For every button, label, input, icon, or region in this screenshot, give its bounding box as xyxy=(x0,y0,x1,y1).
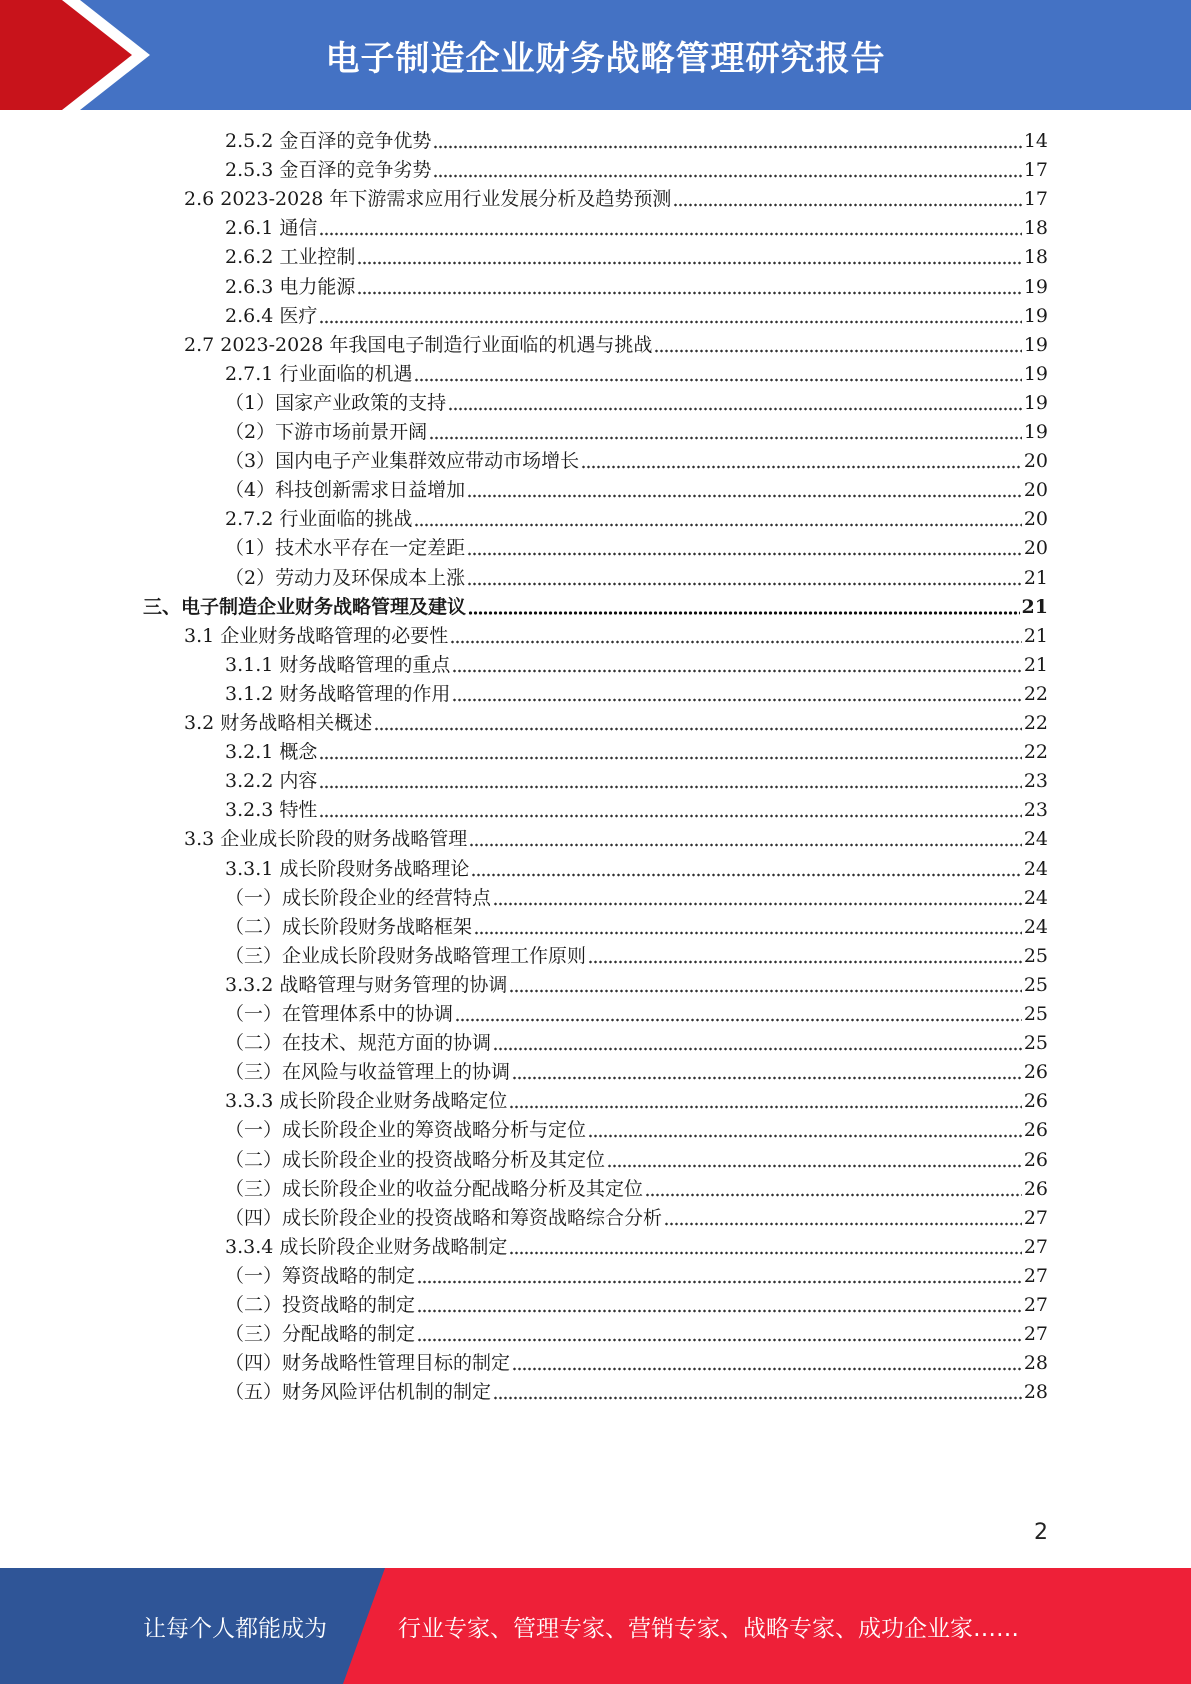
toc-entry-title: 2.6.3 电力能源 xyxy=(225,275,356,298)
toc-entry[interactable] xyxy=(184,824,1048,855)
toc-entry-title: （2）劳动力及环保成本上涨 xyxy=(225,566,466,589)
toc-entry[interactable] xyxy=(225,912,1048,943)
toc-dot-leader xyxy=(417,1338,1022,1342)
page-number: 2 xyxy=(1034,1520,1048,1545)
toc-entry-title: （一）成长阶段企业的经营特点 xyxy=(225,886,492,909)
toc-dot-leader xyxy=(493,902,1022,906)
toc-entry-title: 3.2.2 内容 xyxy=(225,770,318,793)
toc-entry-page: 28 xyxy=(1023,1381,1048,1404)
toc-entry-title: 3.3.4 成长阶段企业财务战略制定 xyxy=(225,1235,508,1258)
toc-entry-title: 3.2 财务战略相关概述 xyxy=(184,712,373,734)
toc-entry[interactable] xyxy=(225,766,1048,797)
toc-entry-title: 2.6.1 通信 xyxy=(225,217,318,240)
toc-entry[interactable] xyxy=(225,1145,1048,1176)
footer-slogan-left: 让每个人都能成为 xyxy=(143,1615,327,1642)
toc-entry-title: 2.6.4 医疗 xyxy=(225,304,318,327)
toc-dot-leader xyxy=(654,349,1021,353)
toc-dot-leader xyxy=(417,1309,1022,1313)
toc-entry[interactable] xyxy=(225,213,1048,244)
toc-entry-page: 19 xyxy=(1023,362,1048,385)
toc-entry-title: （二）在技术、规范方面的协调 xyxy=(225,1032,492,1055)
toc-entry-page: 24 xyxy=(1023,828,1048,851)
toc-dot-leader xyxy=(414,378,1021,382)
toc-entry-title: 三、电子制造企业财务战略管理及建议 xyxy=(143,595,467,618)
toc-entry[interactable] xyxy=(184,330,1048,361)
toc-dot-leader xyxy=(512,1367,1022,1371)
toc-entry-title: （三）企业成长阶段财务战略管理工作原则 xyxy=(225,944,587,967)
toc-entry-title: 2.7.2 行业面临的挑战 xyxy=(225,508,413,531)
toc-entry-title: 3.3.1 成长阶段财务战略理论 xyxy=(225,857,470,880)
toc-entry[interactable] xyxy=(225,1028,1048,1059)
toc-entry[interactable] xyxy=(184,621,1048,652)
toc-entry-page: 17 xyxy=(1023,188,1048,211)
toc-dot-leader xyxy=(581,465,1022,469)
toc-entry-title: （二）投资战略的制定 xyxy=(225,1294,416,1316)
toc-entry-page: 23 xyxy=(1023,770,1048,793)
toc-entry-page: 20 xyxy=(1023,450,1048,473)
toc-entry[interactable] xyxy=(225,446,1048,477)
toc-entry[interactable] xyxy=(225,737,1048,768)
toc-entry-title: （1）技术水平存在一定差距 xyxy=(225,537,466,560)
toc-entry[interactable] xyxy=(225,883,1048,914)
toc-entry-page: 19 xyxy=(1023,391,1048,414)
toc-entry-title: 3.1 企业财务战略管理的必要性 xyxy=(184,624,449,647)
toc-entry-page: 26 xyxy=(1023,1177,1048,1200)
toc-dot-leader xyxy=(607,1164,1022,1168)
toc-dot-leader xyxy=(452,698,1021,702)
toc-dot-leader xyxy=(588,960,1022,964)
toc-entry-page: 20 xyxy=(1023,479,1048,502)
toc-entry-title: （一）筹资战略的制定 xyxy=(225,1264,416,1287)
toc-entry-page: 24 xyxy=(1023,857,1048,880)
toc-entry[interactable] xyxy=(225,1348,1048,1379)
toc-entry-page: 19 xyxy=(1023,421,1048,443)
toc-entry-title: 2.7 2023-2028 年我国电子制造行业面临的机遇与挑战 xyxy=(184,333,653,356)
toc-dot-leader xyxy=(414,523,1021,527)
toc-entry-page: 20 xyxy=(1023,537,1048,560)
toc-entry-page: 18 xyxy=(1023,217,1048,240)
toc-dot-leader xyxy=(319,785,1021,789)
toc-entry-page: 27 xyxy=(1023,1206,1048,1229)
toc-entry[interactable] xyxy=(225,504,1048,535)
toc-entry-page: 24 xyxy=(1023,886,1048,909)
toc-entry-page: 26 xyxy=(1023,1119,1048,1142)
toc-entry-title: 3.3.2 战略管理与财务管理的协调 xyxy=(225,973,508,996)
toc-dot-leader xyxy=(452,669,1021,673)
toc-entry-title: （三）成长阶段企业的收益分配战略分析及其定位 xyxy=(225,1177,644,1200)
toc-entry[interactable] xyxy=(225,795,1048,826)
toc-dot-leader xyxy=(673,203,1021,207)
toc-entry-page: 24 xyxy=(1023,915,1048,938)
toc-entry[interactable] xyxy=(225,1174,1048,1205)
toc-entry[interactable] xyxy=(225,650,1048,681)
toc-entry-page: 25 xyxy=(1023,973,1048,996)
toc-entry[interactable] xyxy=(143,592,1048,623)
toc-dot-leader xyxy=(509,1105,1021,1109)
toc-entry-page: 27 xyxy=(1023,1323,1048,1346)
toc-entry-page: 19 xyxy=(1023,333,1048,356)
toc-entry-page: 25 xyxy=(1023,1003,1048,1025)
toc-entry-title: （四）财务战略性管理目标的制定 xyxy=(225,1352,511,1375)
toc-dot-leader xyxy=(433,174,1021,178)
toc-entry-page: 18 xyxy=(1023,246,1048,269)
toc-entry[interactable] xyxy=(225,1115,1048,1146)
toc-entry-page: 27 xyxy=(1023,1235,1048,1258)
toc-entry-page: 20 xyxy=(1023,508,1048,531)
toc-entry-page: 26 xyxy=(1023,1148,1048,1171)
toc-entry-title: 3.3 企业成长阶段的财务战略管理 xyxy=(184,828,468,851)
toc-entry-title: 3.1.1 财务战略管理的重点 xyxy=(225,653,451,676)
toc-entry-page: 28 xyxy=(1023,1352,1048,1375)
toc-entry-page: 22 xyxy=(1023,741,1048,764)
toc-dot-leader xyxy=(493,1047,1022,1051)
toc-entry[interactable] xyxy=(225,1319,1048,1350)
toc-entry-page: 21 xyxy=(1023,624,1048,647)
toc-entry[interactable] xyxy=(225,272,1048,303)
toc-entry[interactable] xyxy=(225,1232,1048,1263)
toc-entry-page: 25 xyxy=(1023,1032,1048,1055)
toc-dot-leader xyxy=(319,232,1021,236)
toc-entry-title: （四）成长阶段企业的投资战略和筹资战略综合分析 xyxy=(225,1206,663,1229)
toc-entry[interactable] xyxy=(225,1203,1048,1234)
toc-entry-title: 3.1.2 财务战略管理的作用 xyxy=(225,682,451,705)
toc-dot-leader xyxy=(664,1222,1022,1226)
toc-entry[interactable] xyxy=(225,1261,1048,1292)
toc-entry[interactable] xyxy=(225,970,1048,1001)
toc-entry-title: 2.5.3 金百泽的竞争劣势 xyxy=(225,159,432,182)
toc-dot-leader xyxy=(357,261,1021,265)
toc-entry-title: （1）国家产业政策的支持 xyxy=(225,391,447,414)
toc-entry-page: 14 xyxy=(1023,130,1048,152)
toc-entry-page: 19 xyxy=(1023,304,1048,327)
toc-entry[interactable] xyxy=(225,126,1048,157)
toc-entry[interactable] xyxy=(225,155,1048,186)
toc-entry[interactable] xyxy=(184,708,1048,739)
toc-entry[interactable] xyxy=(225,999,1048,1030)
toc-dot-leader xyxy=(429,436,1022,440)
toc-entry-title: （三）在风险与收益管理上的协调 xyxy=(225,1061,511,1084)
toc-dot-leader xyxy=(645,1193,1022,1197)
footer-slogan-right: 行业专家、管理专家、营销专家、战略专家、成功企业家…… xyxy=(398,1615,1019,1642)
toc-entry[interactable] xyxy=(225,1086,1048,1117)
toc-entry-title: （二）成长阶段财务战略框架 xyxy=(225,915,473,938)
toc-entry-page: 22 xyxy=(1023,682,1048,705)
toc-dot-leader xyxy=(450,640,1022,644)
toc-dot-leader xyxy=(357,291,1021,295)
toc-dot-leader xyxy=(319,814,1021,818)
toc-entry[interactable] xyxy=(225,563,1048,594)
page-footer xyxy=(0,1568,1191,1684)
toc-entry-page: 25 xyxy=(1023,944,1048,967)
toc-entry[interactable] xyxy=(225,301,1048,332)
toc-dot-leader xyxy=(374,727,1022,731)
toc-entry-page: 27 xyxy=(1023,1294,1048,1316)
page-header xyxy=(0,0,1191,110)
toc-entry-page: 26 xyxy=(1023,1090,1048,1113)
toc-entry-title: 3.3.3 成长阶段企业财务战略定位 xyxy=(225,1090,508,1113)
toc-dot-leader xyxy=(417,1280,1022,1284)
toc-entry-title: 2.6.2 工业控制 xyxy=(225,246,356,269)
toc-entry[interactable] xyxy=(225,242,1048,273)
toc-dot-leader xyxy=(512,1076,1022,1080)
toc-entry[interactable] xyxy=(225,475,1048,506)
toc-entry-title: （4）科技创新需求日益增加 xyxy=(225,479,466,502)
toc-entry[interactable] xyxy=(225,533,1048,564)
toc-entry-page: 22 xyxy=(1023,712,1048,734)
toc-entry[interactable] xyxy=(225,359,1048,390)
toc-dot-leader xyxy=(588,1134,1022,1138)
toc-entry[interactable] xyxy=(225,1057,1048,1088)
toc-entry-title: （五）财务风险评估机制的制定 xyxy=(225,1381,492,1404)
toc-dot-leader xyxy=(319,756,1021,760)
toc-entry-title: （一）在管理体系中的协调 xyxy=(225,1003,454,1025)
toc-dot-leader xyxy=(455,1018,1022,1022)
document-title: 电子制造企业财务战略管理研究报告 xyxy=(325,38,886,79)
toc-entry[interactable] xyxy=(225,388,1048,419)
toc-dot-leader xyxy=(433,145,1021,149)
toc-dot-leader xyxy=(493,1396,1022,1400)
toc-entry-title: 2.5.2 金百泽的竞争优势 xyxy=(225,130,432,152)
toc-entry-page: 21 xyxy=(1021,595,1048,618)
toc-entry[interactable] xyxy=(225,1377,1048,1408)
toc-dot-leader xyxy=(448,407,1022,411)
toc-entry-page: 23 xyxy=(1023,799,1048,822)
toc-dot-leader xyxy=(474,931,1022,935)
toc-entry[interactable] xyxy=(225,1290,1048,1321)
toc-entry-title: 3.2.1 概念 xyxy=(225,741,318,764)
toc-dot-leader xyxy=(467,582,1022,586)
toc-entry[interactable] xyxy=(225,417,1048,448)
toc-dot-leader xyxy=(509,989,1021,993)
toc-dot-leader xyxy=(469,843,1022,847)
toc-dot-leader xyxy=(319,320,1021,324)
toc-entry[interactable] xyxy=(225,854,1048,885)
toc-dot-leader xyxy=(509,1251,1021,1255)
toc-entry-title: （一）成长阶段企业的筹资战略分析与定位 xyxy=(225,1119,587,1142)
toc-entry-title: 2.7.1 行业面临的机遇 xyxy=(225,362,413,385)
toc-entry-page: 19 xyxy=(1023,275,1048,298)
toc-entry[interactable] xyxy=(184,184,1048,215)
toc-dot-leader xyxy=(468,611,1020,615)
toc-entry-title: （3）国内电子产业集群效应带动市场增长 xyxy=(225,450,580,473)
toc-entry[interactable] xyxy=(225,679,1048,710)
toc-entry-title: （2）下游市场前景开阔 xyxy=(225,421,428,443)
toc-entry-page: 26 xyxy=(1023,1061,1048,1084)
toc-entry-title: （三）分配战略的制定 xyxy=(225,1323,416,1346)
toc-dot-leader xyxy=(467,494,1022,498)
toc-entry-page: 21 xyxy=(1023,653,1048,676)
toc-entry-page: 17 xyxy=(1023,159,1048,182)
toc-entry[interactable] xyxy=(225,941,1048,972)
toc-entry-title: 2.6 2023-2028 年下游需求应用行业发展分析及趋势预测 xyxy=(184,188,672,211)
toc-entry-page: 27 xyxy=(1023,1264,1048,1287)
toc-entry-page: 21 xyxy=(1023,566,1048,589)
toc-dot-leader xyxy=(467,552,1022,556)
toc-dot-leader xyxy=(471,873,1021,877)
toc-entry-title: （二）成长阶段企业的投资战略分析及其定位 xyxy=(225,1148,606,1171)
toc-entry-title: 3.2.3 特性 xyxy=(225,799,318,822)
